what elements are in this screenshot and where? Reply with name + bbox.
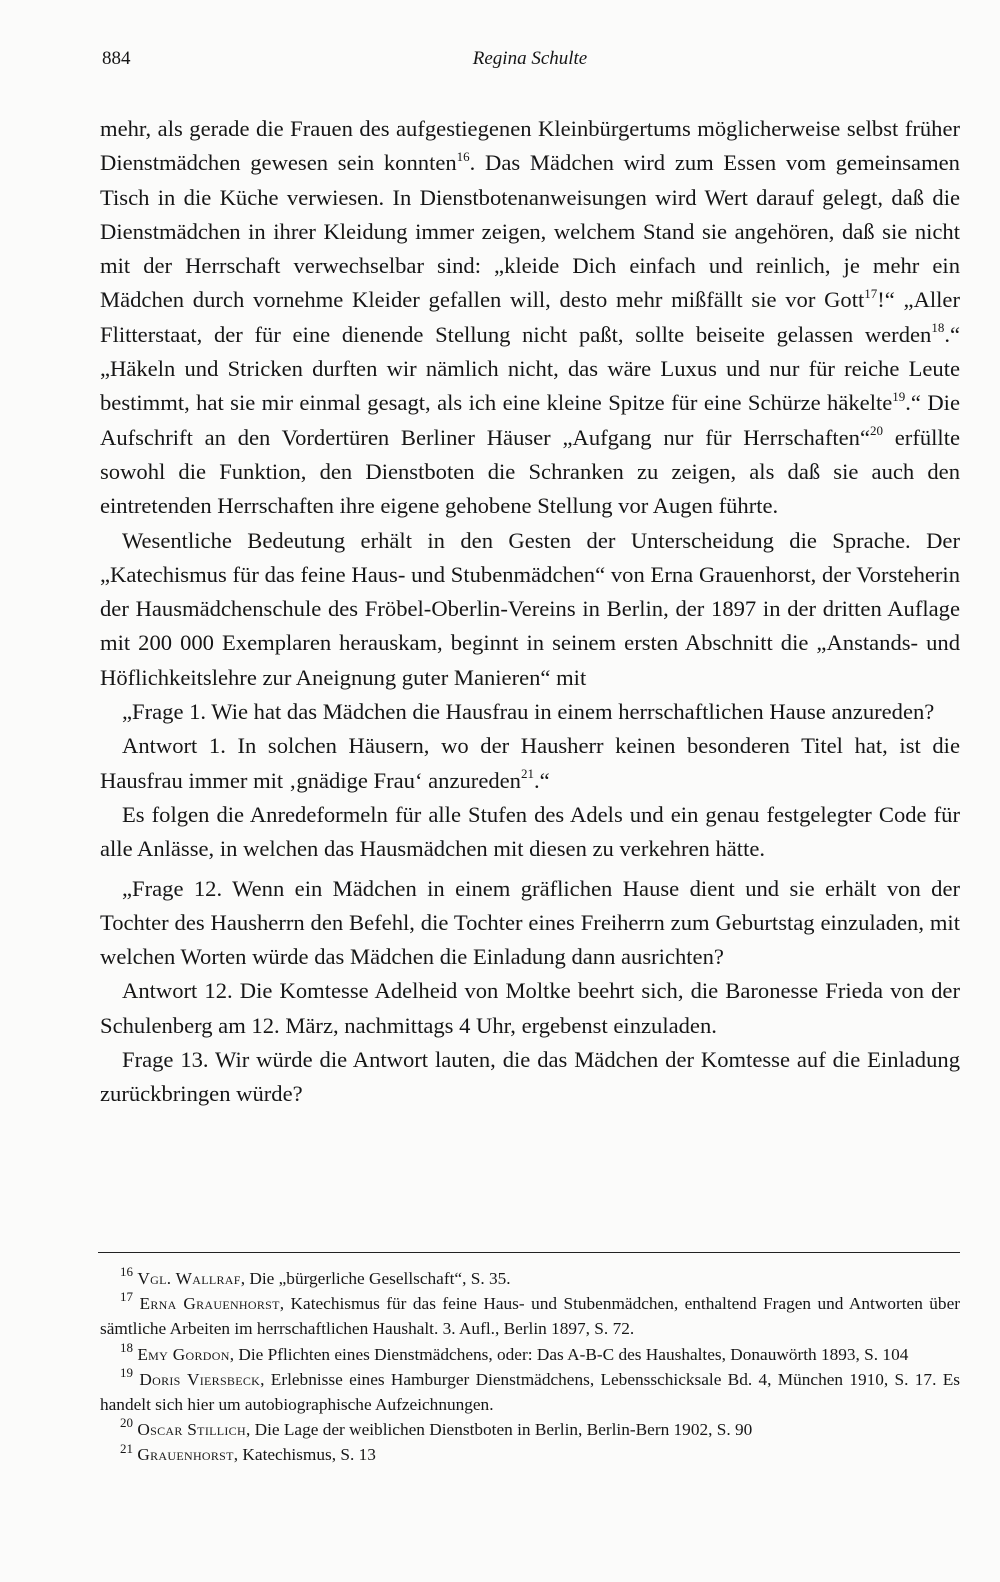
- footnote-text: , Die Lage der weiblichen Dienstboten in Berlin, Berlin-Bern 1902, S. 90: [245, 1420, 753, 1440]
- text-run: erfüllte sowohl die Funktion, den Dienstboten die Schranken zu zeigen, als daß sie auch den eintretenden Herrschaften ihre eigene gehobene Stellung vor Augen führte.: [100, 424, 960, 519]
- footnote: [100, 1339, 960, 1367]
- footnote-text: , Katechismus für das feine Haus- und Stubenmädchen, enthaltend Fragen und Antworten über sämtliche Arbeiten im herrschaftlichen Haushalt. 3. Aufl., Berlin 1897, S. 72.: [100, 1294, 960, 1339]
- quote-question: „Frage 12. Wenn ein Mädchen in einem gräflichen Hause dient und sie erhält von der Tochter des Hausherrn den Befehl, die Tochter eines Freiherrn zum Geburtstag einzuladen, mit welchen Worten würde das Mädchen die Einladung dann ausrichten?: [100, 875, 960, 970]
- footnote-author: Oscar Stillich: [137, 1420, 246, 1440]
- footnote-ref: 20: [870, 423, 883, 439]
- footnote-author: Erna Grauenhorst: [139, 1294, 280, 1314]
- footnote-text: , Die „bürgerliche Gesellschaft“, S. 35.: [240, 1269, 511, 1288]
- footnote-number: 19: [120, 1365, 133, 1381]
- running-head: Regina Schulte: [472, 48, 588, 69]
- footnote: [100, 1367, 960, 1417]
- footnote-ref: 21: [520, 766, 534, 782]
- footnote-ref: 19: [892, 388, 906, 404]
- footnote: [100, 1442, 960, 1467]
- footnote-author: Grauenhorst: [137, 1445, 234, 1465]
- text-run: .“ „Häkeln und Stricken durften wir nämlich nicht, das wäre Luxus und nur für reiche Leute bestimmt, hat sie mir einmal gesagt, als ich eine kleine Spitze für eine Schürze häkelte: [100, 321, 960, 416]
- footnote: [100, 1266, 960, 1291]
- footnote-number: 17: [120, 1289, 133, 1305]
- text-run: .“ Die Aufschrift an den Vordertüren Berliner Häuser „Aufgang nur für Herrschaften“: [100, 390, 960, 450]
- paragraph: Es folgen die Anredeformeln für alle Stufen des Adels und ein genau festgelegter Code für alle Anlässe, in welchen das Hausmädchen mit diesen zu verkehren hätte.: [100, 801, 960, 862]
- footnote-author: Doris Viersbeck: [139, 1369, 261, 1389]
- footnote-number: 20: [120, 1415, 133, 1431]
- footnote-ref: 17: [864, 285, 878, 301]
- text-run: . Das Mädchen wird zum Essen vom gemeinsamen Tisch in die Küche verwiesen. In Dienstbotenanweisungen wird Wert darauf gelegt, daß die Dienstmädchen in ihrer Kleidung immer zeigen, welchem Stand sie angehören, daß sie nicht mit der Herrschaft verwechselbar sind: „kleide Dich einfach und reinlich, je mehr ein Mädchen durch vornehme Kleider gefallen will, desto mehr mißfällt sie vor Gott: [100, 150, 960, 313]
- footnote-number: 21: [120, 1440, 133, 1456]
- footnote-ref: 18: [931, 320, 945, 336]
- footnote-text: , Katechismus, S. 13: [233, 1445, 376, 1465]
- footnote-author: Emy Gordon: [137, 1344, 230, 1364]
- text-run: Antwort 1. In solchen Häusern, wo der Hausherr keinen besonderen Titel hat, ist die Hausfrau immer mit ‚gnädige Frau‘ anzureden: [100, 733, 960, 793]
- quote-question: „Frage 1. Wie hat das Mädchen die Hausfrau in einem herrschaftlichen Hause anzureden?: [122, 699, 935, 725]
- quote-answer: [100, 729, 960, 798]
- footnote-ref: 16: [456, 148, 470, 164]
- paragraph: [100, 112, 960, 524]
- quote-question: Frage 13. Wir würde die Antwort lauten, die das Mädchen der Komtesse auf die Einladung zurückbringen würde?: [100, 1047, 960, 1107]
- paragraph: Wesentliche Bedeutung erhält in den Gesten der Unterscheidung die Sprache. Der „Katechismus für das feine Haus- und Stubenmädchen“ von Erna Grauenhorst, der Vorsteherin der Hausmädchenschule des Fröbel-Oberlin-Vereins in Berlin, der 1897 in der dritten Auflage mit 200 000 Exemplaren herauskam, beginnt in seinem ersten Abschnitt die „Anstands- und Höflichkeitslehre zur Aneignung guter Manieren“ mit: [100, 527, 960, 690]
- text-run: .“: [533, 767, 550, 793]
- footnote: [100, 1291, 960, 1341]
- page-number: 884: [102, 48, 131, 69]
- page-header: [100, 44, 960, 78]
- footnote-number: 18: [120, 1339, 133, 1355]
- text-run: !“ „Aller Flitterstaat, der für eine dienende Stellung nicht paßt, sollte beiseite gelassen werden: [100, 287, 960, 347]
- footnote-text: , Erlebnisse eines Hamburger Dienstmädchens, Lebensschicksale Bd. 4, München 1910, S. 17. Es handelt sich hier um autobiographische Aufzeichnungen.: [100, 1369, 960, 1415]
- body-text: [100, 112, 960, 1112]
- footnote-divider: [98, 1252, 960, 1253]
- quote-answer: Antwort 12. Die Komtesse Adelheid von Moltke beehrt sich, die Baronesse Frieda von der Schulenberg am 12. März, nachmittags 4 Uhr, ergebenst einzuladen.: [100, 978, 960, 1038]
- footnote-author: Vgl. Wallraf: [137, 1269, 241, 1288]
- footnote-text: , Die Pflichten eines Dienstmädchens, oder: Das A-B-C des Haushaltes, Donauwörth 1893, S. 104: [229, 1344, 909, 1364]
- footnote-number: 16: [120, 1264, 133, 1280]
- text-run: mehr, als gerade die Frauen des aufgestiegenen Kleinbürgertums möglicherweise selbst früher Dienstmädchen gewesen sein konnten: [100, 116, 960, 176]
- footnote: [100, 1417, 960, 1442]
- footnotes: [100, 1266, 960, 1468]
